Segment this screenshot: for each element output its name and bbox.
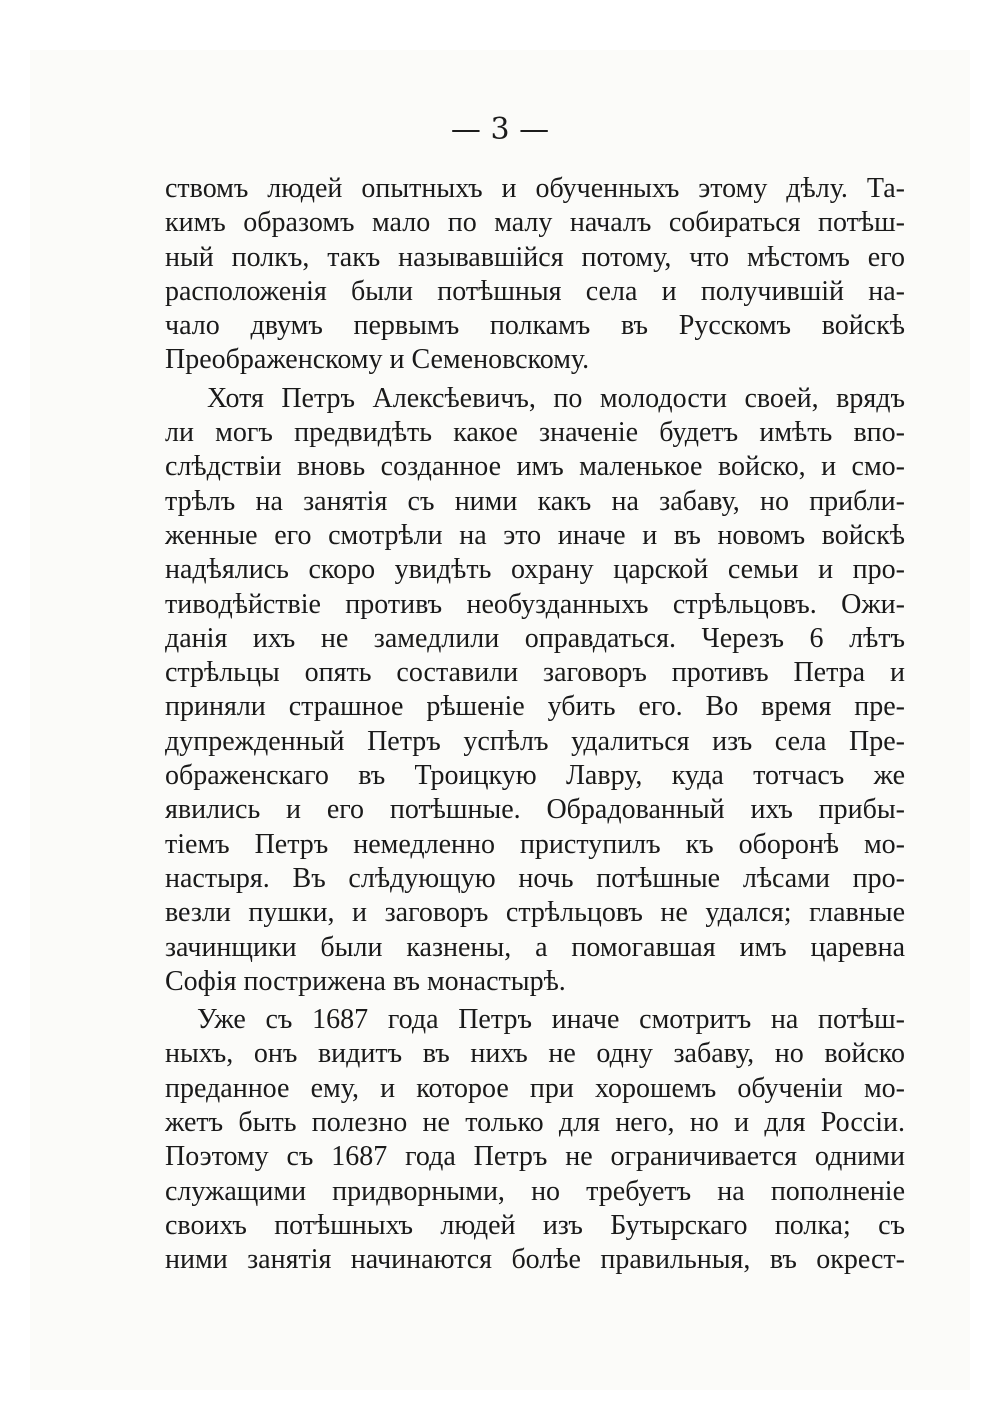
text-line: тиводѣйствіе противъ необузданныхъ стрѣльцовъ. Ожи-	[165, 588, 905, 620]
text-line: женные его смотрѣли на это иначе и въ новомъ войскѣ	[165, 519, 905, 551]
paragraph-3	[165, 1003, 905, 1277]
text-line: служащими придворными, но требуетъ на пополненіе	[165, 1175, 905, 1207]
text-line: чало двумъ первымъ полкамъ въ Русскомъ войскѣ	[165, 310, 905, 342]
text-line: надѣялись скоро увидѣть охрану царской семьи и про-	[165, 554, 905, 586]
text-line: ствомъ людей опытныхъ и обученныхъ этому дѣлу. Та-	[165, 173, 905, 204]
text-line: ли могъ предвидѣть какое значеніе будетъ имѣть впо-	[165, 417, 905, 449]
text-line: Софія пострижена въ монастырѣ.	[165, 965, 566, 997]
text-line: Поэтому съ 1687 года Петръ не ограничивается одними	[165, 1141, 905, 1173]
text-line: тіемъ Петръ немедленно приступилъ къ оборонѣ мо-	[165, 828, 905, 860]
text-line: Уже съ 1687 года Петръ иначе смотритъ на потѣш-	[197, 1004, 905, 1036]
text-line: зачинщики были казнены, а помогавшая имъ царевна	[165, 931, 905, 963]
text-line: своихъ потѣшныхъ людей изъ Бутырскаго полка; съ	[165, 1209, 905, 1241]
text-line: приняли страшное рѣшеніе убить его. Во время пре-	[165, 691, 905, 723]
text-line: стрѣльцы опять составили заговоръ противъ Петра и	[165, 657, 905, 689]
text-line: трѣлъ на занятія съ ними какъ на забаву, но прибли-	[165, 485, 905, 517]
text-line: преданное ему, и которое при хорошемъ обученіи мо-	[165, 1072, 905, 1104]
text-line: ними занятія начинаются болѣе правильныя, въ окрест-	[165, 1244, 905, 1276]
text-line: дупрежденный Петръ успѣлъ удалиться изъ села Пре-	[165, 725, 905, 757]
text-line: Хотя Петръ Алексѣевичъ, по молодости своей, врядъ	[207, 382, 905, 414]
body-text	[165, 172, 905, 1282]
text-line: везли пушки, и заговоръ стрѣльцовъ не удался; главные	[165, 897, 905, 929]
text-line: расположенія были потѣшныя села и получившій на-	[165, 275, 905, 307]
text-line: ныхъ, онъ видитъ въ нихъ не одну забаву, но войско	[165, 1038, 905, 1070]
text-line: ображенскаго въ Троицкую Лавру, куда тотчасъ же	[165, 760, 905, 792]
paragraph-2	[165, 382, 905, 999]
text-line: ный полкъ, такъ называвшійся потому, что мѣстомъ его	[165, 241, 905, 273]
text-line: настыря. Въ слѣдующую ночь потѣшные лѣсами про-	[165, 862, 905, 894]
text-line: жетъ быть полезно не только для него, но и для Россіи.	[165, 1107, 905, 1139]
page-number: — 3 —	[450, 112, 550, 147]
text-line: явились и его потѣшные. Обрадованный ихъ прибы-	[165, 794, 905, 826]
paragraph-1	[165, 172, 905, 378]
text-line: кимъ образомъ мало по малу началъ собираться потѣш-	[165, 207, 905, 239]
text-line: слѣдствіи вновь созданное имъ маленькое войско, и смо-	[165, 451, 905, 483]
text-line: данія ихъ не замедлили оправдаться. Черезъ 6 лѣтъ	[165, 622, 905, 654]
text-line: Преображенскому и Семеновскому.	[165, 344, 590, 376]
